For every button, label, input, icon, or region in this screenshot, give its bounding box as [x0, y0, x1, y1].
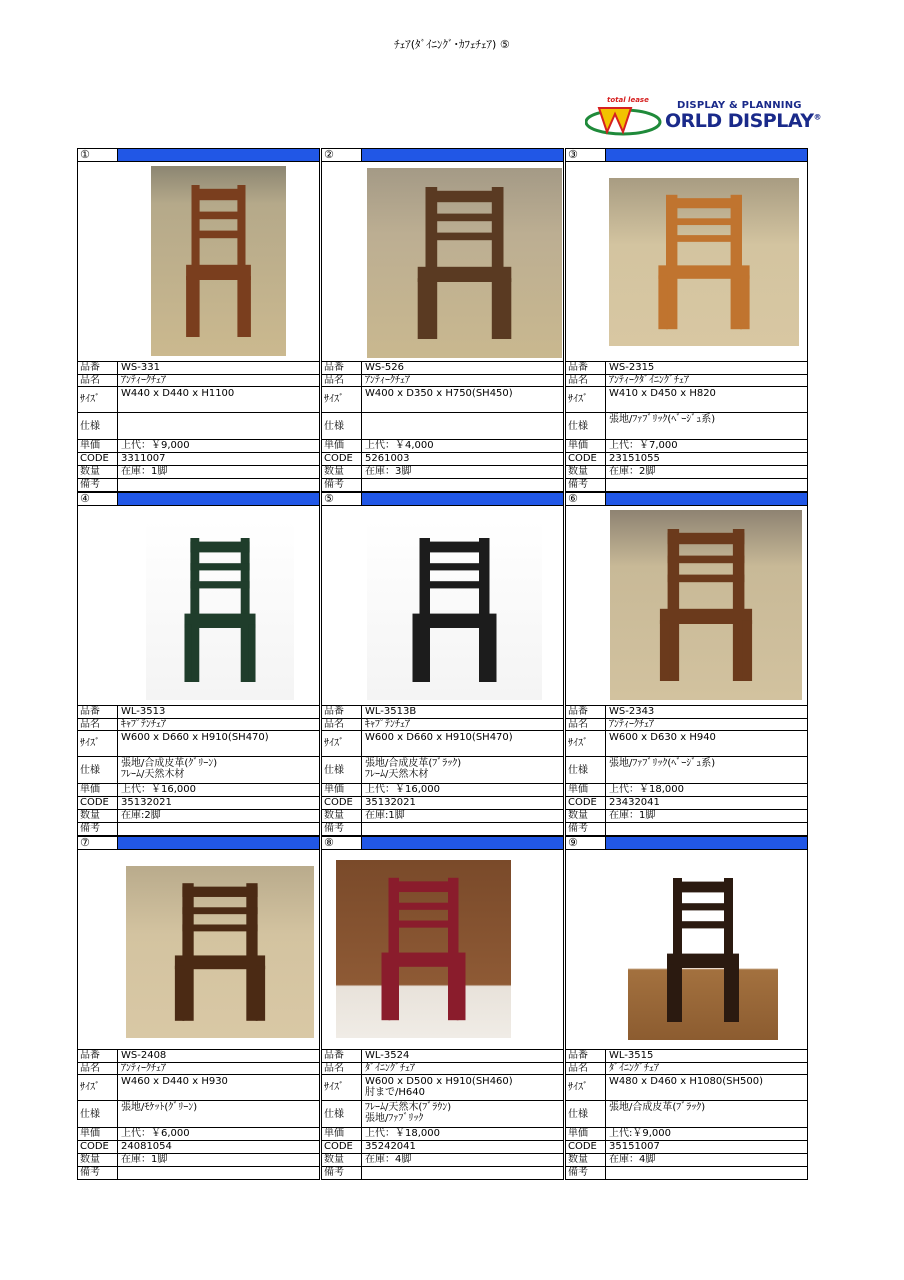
label-price: 単価 — [321, 1127, 362, 1141]
label-qty: 数量 — [565, 809, 606, 823]
product-header-bar — [117, 836, 320, 850]
chair-icon — [126, 866, 314, 1038]
product-name: ｷｬﾌﾟﾃﾝﾁｪｱ — [117, 718, 320, 731]
product-header-bar — [605, 836, 808, 850]
label-code: CODE — [321, 796, 362, 810]
product-row — [77, 836, 808, 1180]
label-code: CODE — [321, 452, 362, 466]
label-number: 品番 — [321, 1049, 362, 1063]
label-name: 品名 — [565, 1062, 606, 1075]
label-name: 品名 — [77, 1062, 118, 1075]
label-spec: 仕様 — [77, 756, 118, 784]
product-photo-cell — [321, 161, 564, 362]
product-spec: 張地/ﾌｧﾌﾞﾘｯｸ(ﾍﾞｰｼﾞｭ系) — [605, 756, 808, 784]
chair-photo — [336, 860, 511, 1038]
product-header-bar — [605, 492, 808, 506]
label-size: ｻｲｽﾞ — [321, 1074, 362, 1101]
label-qty: 数量 — [77, 809, 118, 823]
world-display-w-mark-icon — [585, 100, 665, 136]
label-name: 品名 — [321, 374, 362, 387]
product-number: WS-331 — [117, 361, 320, 375]
product-spec: 張地/合成皮革(ﾌﾞﾗｯｸ) ﾌﾚｰﾑ/天然木材 — [361, 756, 564, 784]
product-name: ｱﾝﾃｨｰｸﾁｪｱ — [361, 374, 564, 387]
product-number: WL-3524 — [361, 1049, 564, 1063]
product-photo-cell — [565, 505, 808, 706]
label-code: CODE — [77, 452, 118, 466]
product-row — [77, 492, 808, 836]
product-number: WL-3513B — [361, 705, 564, 719]
product-index: ③ — [565, 148, 606, 162]
product-number: WS-526 — [361, 361, 564, 375]
chair-icon — [336, 860, 511, 1038]
product-code: 3311007 — [117, 452, 320, 466]
label-price: 単価 — [77, 439, 118, 453]
product-photo-cell — [77, 505, 320, 706]
label-qty: 数量 — [321, 465, 362, 479]
label-name: 品名 — [77, 374, 118, 387]
label-price: 単価 — [77, 783, 118, 797]
label-note: 備考 — [565, 822, 606, 836]
product-card — [565, 148, 808, 492]
product-price: 上代：￥6,000 — [117, 1127, 320, 1141]
logo-brand: ORLD DISPLAY® — [665, 110, 821, 132]
product-index: ⑧ — [321, 836, 362, 850]
product-card — [77, 492, 320, 836]
label-code: CODE — [565, 1140, 606, 1154]
label-qty: 数量 — [565, 1153, 606, 1167]
product-price: 上代：￥18,000 — [361, 1127, 564, 1141]
product-spec: 張地/合成皮革(ﾌﾞﾗｯｸ) — [605, 1100, 808, 1128]
label-size: ｻｲｽﾞ — [77, 386, 118, 413]
product-card — [321, 492, 564, 836]
label-number: 品番 — [565, 361, 606, 375]
label-spec: 仕様 — [565, 756, 606, 784]
label-price: 単価 — [565, 439, 606, 453]
product-size: W480 x D460 x H1080(SH500) — [605, 1074, 808, 1101]
product-size: W400 x D350 x H750(SH450) — [361, 386, 564, 413]
product-spec — [361, 412, 564, 440]
label-size: ｻｲｽﾞ — [565, 1074, 606, 1101]
product-qty: 在庫:2脚 — [117, 809, 320, 823]
label-number: 品番 — [321, 705, 362, 719]
product-card — [565, 492, 808, 836]
label-name: 品名 — [565, 374, 606, 387]
product-qty: 在庫：2脚 — [605, 465, 808, 479]
chair-icon — [610, 510, 802, 700]
product-name: ｱﾝﾃｨｰｸﾀﾞｲﾆﾝｸﾞﾁｪｱ — [605, 374, 808, 387]
product-note — [117, 1166, 320, 1180]
label-note: 備考 — [321, 1166, 362, 1180]
product-photo-cell — [321, 505, 564, 706]
product-number: WL-3513 — [117, 705, 320, 719]
chair-icon — [146, 520, 294, 700]
label-name: 品名 — [77, 718, 118, 731]
label-note: 備考 — [565, 1166, 606, 1180]
product-name: ｱﾝﾃｨｰｸﾁｪｱ — [117, 1062, 320, 1075]
product-price: 上代：￥9,000 — [117, 439, 320, 453]
product-row — [77, 148, 808, 492]
logo-tagline: DISPLAY & PLANNING — [677, 100, 802, 111]
product-note — [361, 822, 564, 836]
label-spec: 仕様 — [77, 412, 118, 440]
product-index: ⑥ — [565, 492, 606, 506]
product-spec — [117, 412, 320, 440]
chair-icon — [367, 520, 542, 700]
chair-photo — [609, 178, 799, 346]
chair-photo — [146, 520, 294, 700]
label-name: 品名 — [321, 718, 362, 731]
label-price: 単価 — [565, 783, 606, 797]
product-name: ｱﾝﾃｨｰｸﾁｪｱ — [117, 374, 320, 387]
product-price: 上代:￥9,000 — [605, 1127, 808, 1141]
label-size: ｻｲｽﾞ — [321, 730, 362, 757]
chair-icon — [367, 168, 562, 358]
product-header-bar — [117, 148, 320, 162]
product-spec: 張地/ﾌｧﾌﾞﾘｯｸ(ﾍﾞｰｼﾞｭ系) — [605, 412, 808, 440]
label-price: 単価 — [565, 1127, 606, 1141]
product-size: W460 x D440 x H930 — [117, 1074, 320, 1101]
product-photo-cell — [565, 849, 808, 1050]
world-display-logo — [585, 96, 821, 138]
product-index: ⑦ — [77, 836, 118, 850]
product-index: ⑨ — [565, 836, 606, 850]
chair-photo — [367, 168, 562, 358]
product-photo-cell — [77, 849, 320, 1050]
product-grid — [77, 148, 808, 1180]
label-note: 備考 — [321, 822, 362, 836]
product-price: 上代：￥4,000 — [361, 439, 564, 453]
chair-icon — [628, 860, 778, 1040]
label-note: 備考 — [77, 822, 118, 836]
page-title: ﾁｪｱ(ﾀﾞｲﾆﾝｸﾞ･ｶﾌｪﾁｪｱ) ⑤ — [394, 38, 510, 51]
product-size: W440 x D440 x H1100 — [117, 386, 320, 413]
product-header-bar — [605, 148, 808, 162]
product-note — [361, 478, 564, 492]
product-index: ① — [77, 148, 118, 162]
label-code: CODE — [77, 796, 118, 810]
product-photo-cell — [77, 161, 320, 362]
label-code: CODE — [77, 1140, 118, 1154]
label-spec: 仕様 — [77, 1100, 118, 1128]
product-code: 35132021 — [361, 796, 564, 810]
product-qty: 在庫：4脚 — [361, 1153, 564, 1167]
label-qty: 数量 — [77, 465, 118, 479]
product-card — [565, 836, 808, 1180]
product-note — [605, 822, 808, 836]
label-size: ｻｲｽﾞ — [77, 730, 118, 757]
chair-icon — [151, 166, 286, 356]
label-note: 備考 — [77, 478, 118, 492]
chair-photo — [367, 520, 542, 700]
product-qty: 在庫：3脚 — [361, 465, 564, 479]
product-qty: 在庫：4脚 — [605, 1153, 808, 1167]
product-note — [361, 1166, 564, 1180]
product-header-bar — [361, 148, 564, 162]
product-code: 5261003 — [361, 452, 564, 466]
product-qty: 在庫：1脚 — [605, 809, 808, 823]
product-photo-cell — [321, 849, 564, 1050]
chair-photo — [151, 166, 286, 356]
label-number: 品番 — [77, 705, 118, 719]
label-price: 単価 — [321, 783, 362, 797]
product-header-bar — [361, 492, 564, 506]
product-number: WS-2315 — [605, 361, 808, 375]
product-note — [117, 478, 320, 492]
label-qty: 数量 — [321, 809, 362, 823]
chair-photo — [610, 510, 802, 700]
product-number: WS-2343 — [605, 705, 808, 719]
product-spec: 張地/合成皮革(ｸﾞﾘｰﾝ) ﾌﾚｰﾑ/天然木材 — [117, 756, 320, 784]
label-note: 備考 — [565, 478, 606, 492]
product-name: ｱﾝﾃｨｰｸﾁｪｱ — [605, 718, 808, 731]
product-code: 24081054 — [117, 1140, 320, 1154]
label-price: 単価 — [321, 439, 362, 453]
product-note — [117, 822, 320, 836]
label-number: 品番 — [77, 361, 118, 375]
product-card — [321, 836, 564, 1180]
label-name: 品名 — [321, 1062, 362, 1075]
chair-photo — [628, 860, 778, 1040]
label-number: 品番 — [565, 1049, 606, 1063]
product-size: W410 x D450 x H820 — [605, 386, 808, 413]
product-price: 上代：￥16,000 — [361, 783, 564, 797]
logo-small-text: total lease — [607, 96, 649, 104]
label-qty: 数量 — [321, 1153, 362, 1167]
product-size: W600 x D660 x H910(SH470) — [117, 730, 320, 757]
product-note — [605, 1166, 808, 1180]
label-size: ｻｲｽﾞ — [565, 386, 606, 413]
product-spec: ﾌﾚｰﾑ/天然木(ﾌﾞﾗｳﾝ) 張地/ﾌｧﾌﾞﾘｯｸ — [361, 1100, 564, 1128]
chair-icon — [609, 178, 799, 346]
label-code: CODE — [321, 1140, 362, 1154]
product-index: ② — [321, 148, 362, 162]
product-name: ﾀﾞｲﾆﾝｸﾞﾁｪｱ — [605, 1062, 808, 1075]
product-code: 35242041 — [361, 1140, 564, 1154]
label-number: 品番 — [321, 361, 362, 375]
product-photo-cell — [565, 161, 808, 362]
label-spec: 仕様 — [321, 412, 362, 440]
product-code: 23432041 — [605, 796, 808, 810]
label-spec: 仕様 — [321, 1100, 362, 1128]
label-code: CODE — [565, 452, 606, 466]
product-qty: 在庫：1脚 — [117, 1153, 320, 1167]
product-number: WS-2408 — [117, 1049, 320, 1063]
product-note — [605, 478, 808, 492]
product-qty: 在庫:1脚 — [361, 809, 564, 823]
product-header-bar — [117, 492, 320, 506]
label-size: ｻｲｽﾞ — [77, 1074, 118, 1101]
label-spec: 仕様 — [321, 756, 362, 784]
product-size: W600 x D630 x H940 — [605, 730, 808, 757]
product-name: ｷｬﾌﾟﾃﾝﾁｪｱ — [361, 718, 564, 731]
product-code: 35151007 — [605, 1140, 808, 1154]
label-spec: 仕様 — [565, 412, 606, 440]
product-number: WL-3515 — [605, 1049, 808, 1063]
product-code: 23151055 — [605, 452, 808, 466]
product-card — [321, 148, 564, 492]
product-index: ⑤ — [321, 492, 362, 506]
product-size: W600 x D660 x H910(SH470) — [361, 730, 564, 757]
label-size: ｻｲｽﾞ — [565, 730, 606, 757]
product-card — [77, 148, 320, 492]
product-qty: 在庫：1脚 — [117, 465, 320, 479]
label-note: 備考 — [321, 478, 362, 492]
label-code: CODE — [565, 796, 606, 810]
chair-photo — [126, 866, 314, 1038]
product-size: W600 x D500 x H910(SH460) 肘まで/H640 — [361, 1074, 564, 1101]
label-size: ｻｲｽﾞ — [321, 386, 362, 413]
product-price: 上代：￥16,000 — [117, 783, 320, 797]
label-number: 品番 — [77, 1049, 118, 1063]
product-index: ④ — [77, 492, 118, 506]
label-note: 備考 — [77, 1166, 118, 1180]
label-qty: 数量 — [77, 1153, 118, 1167]
product-name: ﾀﾞｲﾆﾝｸﾞﾁｪｱ — [361, 1062, 564, 1075]
product-price: 上代：￥7,000 — [605, 439, 808, 453]
label-number: 品番 — [565, 705, 606, 719]
label-name: 品名 — [565, 718, 606, 731]
product-header-bar — [361, 836, 564, 850]
label-spec: 仕様 — [565, 1100, 606, 1128]
product-card — [77, 836, 320, 1180]
product-code: 35132021 — [117, 796, 320, 810]
product-price: 上代：￥18,000 — [605, 783, 808, 797]
label-price: 単価 — [77, 1127, 118, 1141]
product-spec: 張地/ﾓｹｯﾄ(ｸﾞﾘｰﾝ) — [117, 1100, 320, 1128]
label-qty: 数量 — [565, 465, 606, 479]
